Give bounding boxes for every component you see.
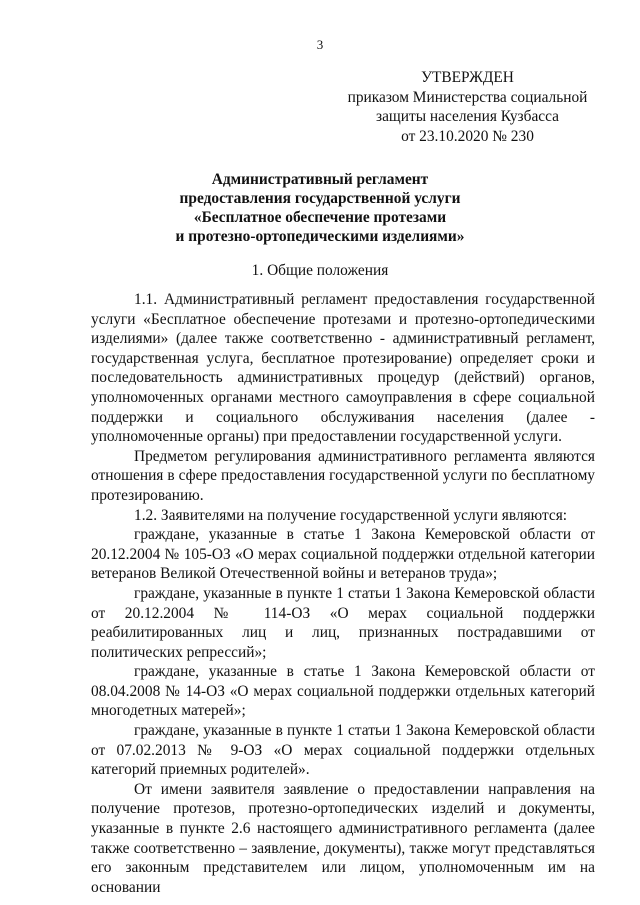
approval-line: защиты населения Кузбасса — [376, 108, 559, 125]
document-body — [91, 290, 595, 897]
paragraph: граждане, указанные в пункте 1 статьи 1 Закона Кемеровской области от 20.12.2004 № 114-ОЗ «О мерах социальной поддержки реабилитированных лиц и лиц, признанных пострадавшими от политических репрессий»; — [91, 584, 595, 661]
document-title — [90, 170, 550, 246]
paragraph: 1.1. Административный регламент предоставления государственной услуги «Бесплатное обеспечение протезами и протезно-ортопедическими изделиями» (далее также соответственно - административный регламент, государственная услуга, бесплатное протезирование) определяет сроки и последовательность административных процедур (действий) органов, уполномоченных органами местного самоуправления в сфере социальной поддержки и социального обслуживания населения (далее - уполномоченные органы) при предоставлении государственной услуги. — [91, 291, 595, 446]
paragraph: 1.2. Заявителями на получение государственной услуги являются: — [134, 506, 568, 524]
paragraph: Предметом регулирования административного регламента являются отношения в сфере предоставления государственной услуги по бесплатному протезированию. — [91, 447, 595, 504]
paragraph: граждане, указанные в статье 1 Закона Кемеровской области от 08.04.2008 № 14-ОЗ «О мерах социальной поддержки отдельных категорий многодетных матерей»; — [91, 663, 595, 720]
page-number: 3 — [316, 37, 324, 52]
title-line: и протезно-ортопедическими изделиями» — [175, 228, 465, 245]
title-line: предоставления государственной услуги — [179, 190, 461, 207]
paragraph: От имени заявителя заявление о предоставлении направления на получение протезов, протезно-ортопедических изделий и документы, указанные в пункте 2.6 настоящего административного регламента (далее также соответственно – заявление, документы), также могут представляться его законным представителем или лицом, уполномоченным им на основании — [91, 780, 595, 896]
approval-line: УТВЕРЖДЕН — [421, 69, 514, 86]
section-heading: 1. Общие положения — [251, 262, 389, 279]
approval-line: от 23.10.2020 № 230 — [401, 127, 534, 145]
title-line: Административный регламент — [211, 171, 429, 188]
paragraph: граждане, указанные в статье 1 Закона Кемеровской области от 20.12.2004 № 105-ОЗ «О мерах социальной поддержки отдельной категории ветеранов Великой Отечественной войны и ветеранов труда»; — [91, 526, 595, 583]
approval-block — [330, 68, 605, 146]
paragraph: граждане, указанные в пункте 1 статьи 1 Закона Кемеровской области от 07.02.2013 № 9-ОЗ «О мерах социальной поддержки отдельных категорий приемных родителей». — [91, 722, 595, 779]
approval-line: приказом Министерства социальной — [347, 88, 588, 106]
title-line: «Бесплатное обеспечение протезами — [193, 209, 447, 226]
